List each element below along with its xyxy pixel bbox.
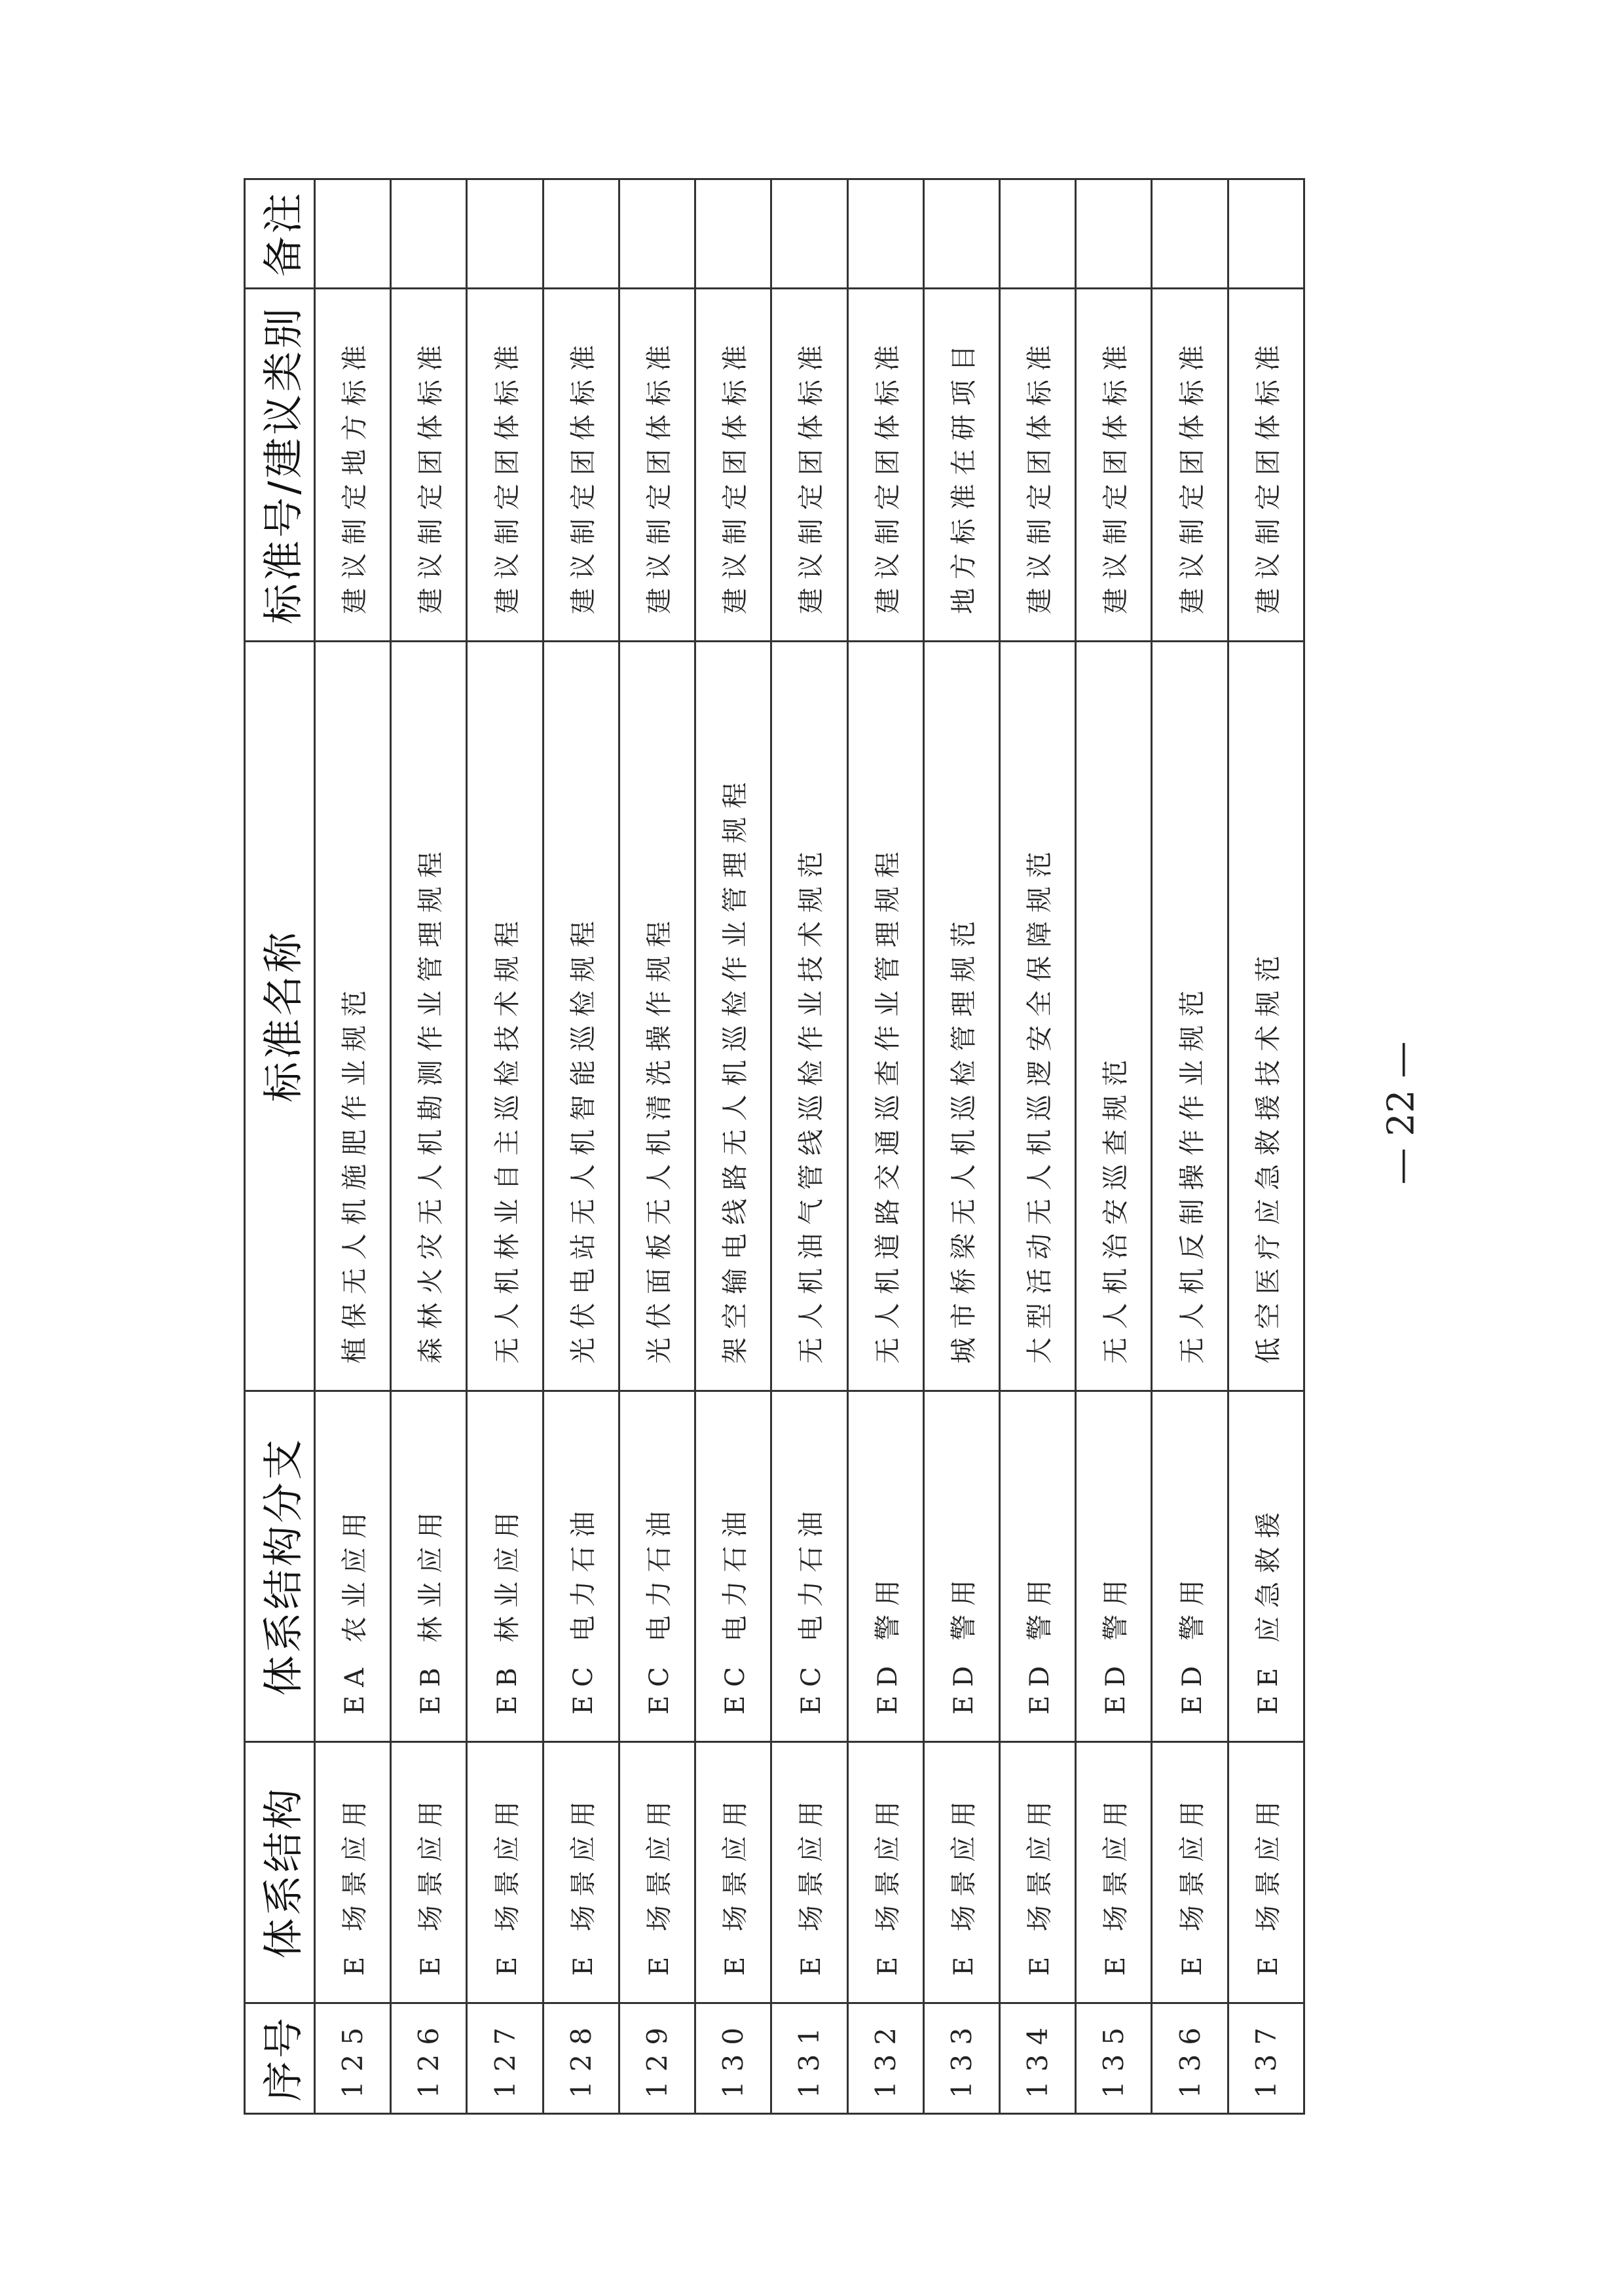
cell-std: 建议制定团体标准	[1152, 289, 1228, 642]
cell-std: 建议制定团体标准	[1076, 289, 1152, 642]
table-row	[391, 179, 467, 2114]
cell-system: E 场景应用	[1152, 1742, 1228, 2003]
cell-branch: ED 警用	[1076, 1391, 1152, 1742]
cell-branch: EC 电力石油	[619, 1391, 695, 1742]
cell-no: 131	[771, 2003, 847, 2114]
page-number: — 22 —	[1380, 1041, 1423, 1185]
cell-system: E 场景应用	[695, 1742, 771, 2003]
cell-name: 低空医疗应急救援技术规范	[1228, 642, 1304, 1391]
cell-std: 建议制定团体标准	[847, 289, 923, 642]
cell-note	[619, 179, 695, 289]
cell-note	[1228, 179, 1304, 289]
header-note: 备注	[245, 179, 315, 289]
cell-branch: EB 林业应用	[467, 1391, 543, 1742]
table-header-row	[245, 179, 315, 2114]
cell-note	[999, 179, 1075, 289]
cell-note	[391, 179, 467, 289]
cell-name: 城市桥梁无人机巡检管理规范	[923, 642, 999, 1391]
cell-note	[1152, 179, 1228, 289]
header-no: 序号	[245, 2003, 315, 2114]
cell-note	[543, 179, 619, 289]
table-row	[923, 179, 999, 2114]
cell-branch: EC 电力石油	[771, 1391, 847, 1742]
table-body	[315, 179, 1304, 2114]
table-row	[999, 179, 1075, 2114]
cell-system: E 场景应用	[1076, 1742, 1152, 2003]
cell-branch: EB 林业应用	[391, 1391, 467, 1742]
table-row	[847, 179, 923, 2114]
cell-system: E 场景应用	[771, 1742, 847, 2003]
cell-std: 地方标准在研项目	[923, 289, 999, 642]
cell-note	[1076, 179, 1152, 289]
cell-std: 建议制定团体标准	[619, 289, 695, 642]
table-row	[315, 179, 391, 2114]
page-number-container	[1336, 1015, 1467, 1211]
header-system: 体系结构	[245, 1742, 315, 2003]
cell-no: 126	[391, 2003, 467, 2114]
cell-branch: EC 电力石油	[543, 1391, 619, 1742]
cell-system: E 场景应用	[619, 1742, 695, 2003]
cell-name: 光伏电站无人机智能巡检规程	[543, 642, 619, 1391]
cell-system: E 场景应用	[467, 1742, 543, 2003]
cell-no: 136	[1152, 2003, 1228, 2114]
cell-name: 光伏面板无人机清洗操作规程	[619, 642, 695, 1391]
cell-system: E 场景应用	[999, 1742, 1075, 2003]
cell-no: 130	[695, 2003, 771, 2114]
cell-std: 建议制定团体标准	[391, 289, 467, 642]
table-row	[619, 179, 695, 2114]
table-row	[771, 179, 847, 2114]
cell-note	[695, 179, 771, 289]
rotated-table-container	[244, 180, 1305, 2115]
header-std: 标准号/建议类别	[245, 289, 315, 642]
cell-no: 128	[543, 2003, 619, 2114]
cell-system: E 场景应用	[543, 1742, 619, 2003]
cell-name: 无人机治安巡查规范	[1076, 642, 1152, 1391]
cell-name: 无人机道路交通巡查作业管理规程	[847, 642, 923, 1391]
cell-no: 133	[923, 2003, 999, 2114]
cell-no: 134	[999, 2003, 1075, 2114]
table-row	[1152, 179, 1228, 2114]
cell-branch: ED 警用	[923, 1391, 999, 1742]
cell-branch: EC 电力石油	[695, 1391, 771, 1742]
cell-no: 137	[1228, 2003, 1304, 2114]
header-name: 标准名称	[245, 642, 315, 1391]
table-row	[543, 179, 619, 2114]
cell-name: 无人机油气管线巡检作业技术规范	[771, 642, 847, 1391]
cell-no: 127	[467, 2003, 543, 2114]
cell-note	[923, 179, 999, 289]
cell-branch: ED 警用	[999, 1391, 1075, 1742]
cell-name: 无人机反制操作作业规范	[1152, 642, 1228, 1391]
cell-no: 132	[847, 2003, 923, 2114]
cell-system: E 场景应用	[391, 1742, 467, 2003]
cell-name: 植保无人机施肥作业规范	[315, 642, 391, 1391]
cell-note	[771, 179, 847, 289]
cell-system: E 场景应用	[1228, 1742, 1304, 2003]
table-row	[695, 179, 771, 2114]
cell-branch: EE 应急救援	[1228, 1391, 1304, 1742]
cell-no: 129	[619, 2003, 695, 2114]
cell-std: 建议制定团体标准	[695, 289, 771, 642]
cell-system: E 场景应用	[847, 1742, 923, 2003]
cell-name: 无人机林业自主巡检技术规程	[467, 642, 543, 1391]
cell-no: 135	[1076, 2003, 1152, 2114]
cell-note	[467, 179, 543, 289]
cell-system: E 场景应用	[315, 1742, 391, 2003]
cell-std: 建议制定团体标准	[1228, 289, 1304, 642]
cell-std: 建议制定团体标准	[543, 289, 619, 642]
cell-std: 建议制定团体标准	[999, 289, 1075, 642]
cell-name: 森林火灾无人机勘测作业管理规程	[391, 642, 467, 1391]
cell-std: 建议制定团体标准	[771, 289, 847, 642]
cell-branch: ED 警用	[1152, 1391, 1228, 1742]
cell-system: E 场景应用	[923, 1742, 999, 2003]
table-row	[1228, 179, 1304, 2114]
cell-std: 建议制定团体标准	[467, 289, 543, 642]
cell-note	[847, 179, 923, 289]
header-branch: 体系结构分支	[245, 1391, 315, 1742]
cell-note	[315, 179, 391, 289]
cell-branch: ED 警用	[847, 1391, 923, 1742]
cell-name: 大型活动无人机巡逻安全保障规范	[999, 642, 1075, 1391]
cell-branch: EA 农业应用	[315, 1391, 391, 1742]
standards-table	[244, 178, 1305, 2115]
table-row	[467, 179, 543, 2114]
cell-no: 125	[315, 2003, 391, 2114]
cell-std: 建议制定地方标准	[315, 289, 391, 642]
cell-name: 架空输电线路无人机巡检作业管理规程	[695, 642, 771, 1391]
table-row	[1076, 179, 1152, 2114]
